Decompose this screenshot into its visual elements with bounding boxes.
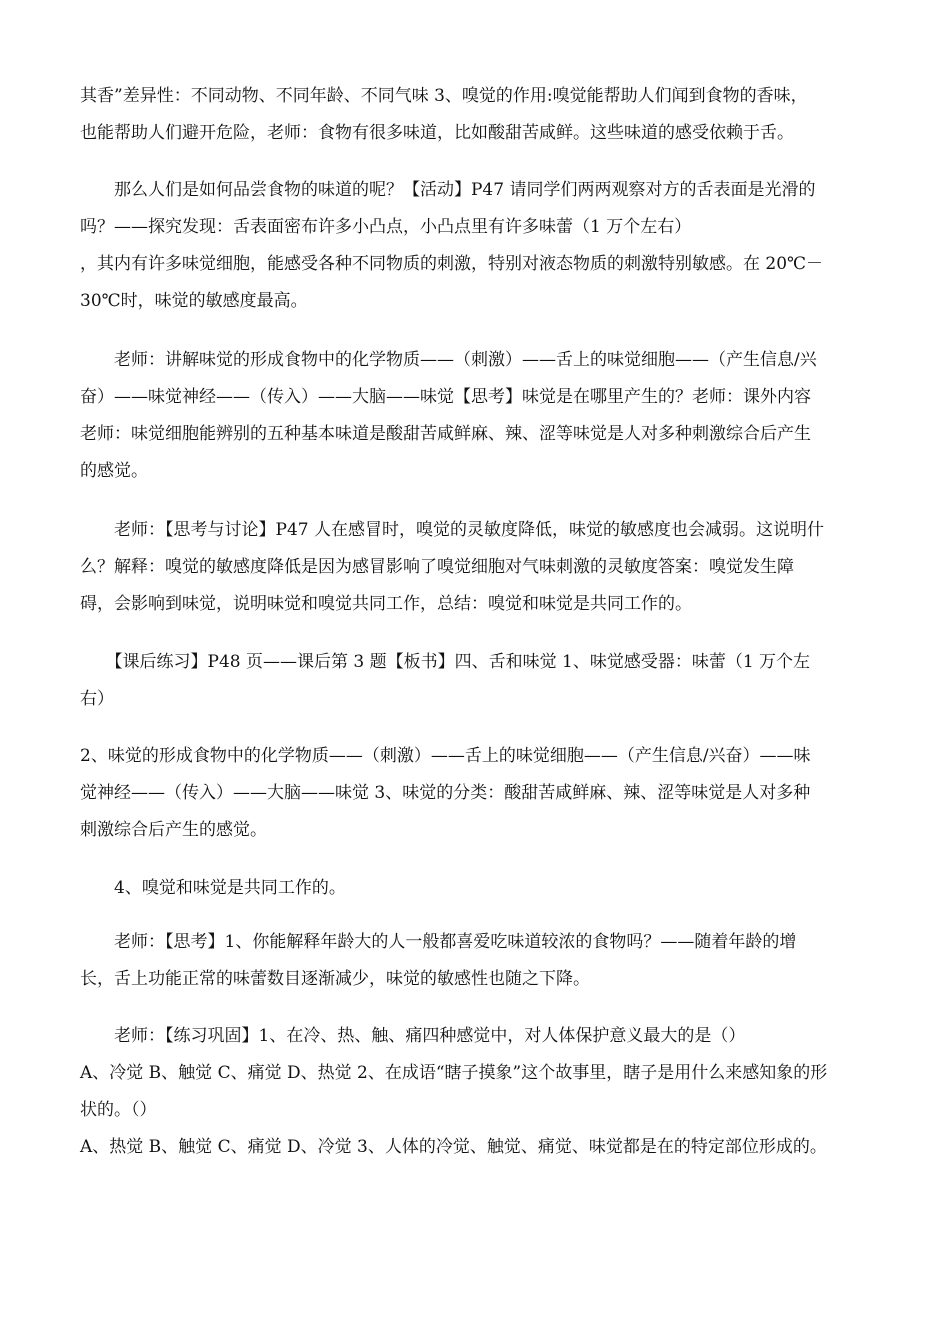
text-line: 30℃时，味觉的敏感度最高。 [80, 291, 308, 311]
text-line: A、冷觉 B、触觉 C、痛觉 D、热觉 2、在成语“瞎子摸象”这个故事里，瞎子是用什么来感知象的形 [80, 1063, 828, 1083]
text-line: 老师：【思考与讨论】P47 人在感冒时，嗅觉的灵敏度降低，味觉的敏感度也会减弱。这说明什 [80, 520, 824, 540]
text-line: 吗？——探究发现：舌表面密布许多小凸点，小凸点里有许多味蕾（1 万个左右） [80, 217, 692, 237]
paragraph-smell-function [80, 78, 870, 152]
text-line: 的感觉。 [80, 461, 148, 481]
text-line: 状的。（） [80, 1100, 157, 1120]
text-line: ，其内有许多味觉细胞，能感受各种不同物质的刺激，特别对液态物质的刺激特别敏感。在 20℃－ [80, 254, 824, 274]
text-line: 【课后练习】P48 页——课后第 3 题【板书】四、舌和味觉 1、味觉感受器：味蕾（1 万个左 [80, 652, 811, 672]
text-line: 碍，会影响到味觉，说明味觉和嗅觉共同工作，总结：嗅觉和味觉是共同工作的。 [80, 594, 692, 614]
paragraph-thinking-age [80, 924, 870, 998]
text-line: 其香”差异性：不同动物、不同年龄、不同气味 3、嗅觉的作用:嗅觉能帮助人们闻到食物的香味， [80, 86, 808, 106]
paragraph-board-point-4 [80, 870, 870, 907]
text-line: 老师：【思考】1、你能解释年龄大的人一般都喜爱吃味道较浓的食物吗？——随着年龄的增 [80, 932, 797, 952]
paragraph-taste-formation [80, 342, 870, 490]
text-line: 么？解释：嗅觉的敏感度降低是因为感冒影响了嗅觉细胞对气味刺激的灵敏度答案：嗅觉发生障 [80, 557, 794, 577]
paragraph-practice-exercises [80, 1018, 870, 1166]
text-line: 那么人们是如何品尝食物的味道的呢？【活动】P47 请同学们两两观察对方的舌表面是光滑的 [80, 180, 816, 200]
paragraph-cold-discussion [80, 512, 870, 623]
text-line: A、热觉 B、触觉 C、痛觉 D、冷觉 3、人体的冷觉、触觉、痛觉、味觉都是在的特定部位形成的。 [80, 1137, 827, 1157]
text-line: 2、味觉的形成食物中的化学物质——（刺激）——舌上的味觉细胞——（产生信息/兴奋）——味 [80, 746, 811, 766]
paragraph-taste-buds-activity [80, 172, 870, 320]
text-line: 老师：【练习巩固】1、在冷、热、触、痛四种感觉中，对人体保护意义最大的是（） [80, 1026, 746, 1046]
text-line: 右） [80, 689, 114, 709]
text-line: 刺激综合后产生的感觉。 [80, 820, 267, 840]
text-line: 奋）——味觉神经——（传入）——大脑——味觉【思考】味觉是在哪里产生的？老师：课外内容 [80, 387, 811, 407]
text-line: 觉神经——（传入）——大脑——味觉 3、味觉的分类：酸甜苦咸鲜麻、辣、涩等味觉是人对多种 [80, 783, 811, 803]
text-line: 也能帮助人们避开危险，老师：食物有很多味道，比如酸甜苦咸鲜。这些味道的感受依赖于舌。 [80, 123, 794, 143]
paragraph-homework-board [80, 644, 870, 718]
text-line: 老师：讲解味觉的形成食物中的化学物质——（刺激）——舌上的味觉细胞——（产生信息/兴 [80, 350, 817, 370]
text-line: 4、嗅觉和味觉是共同工作的。 [80, 878, 346, 898]
text-line: 长，舌上功能正常的味蕾数目逐渐减少，味觉的敏感性也随之下降。 [80, 969, 590, 989]
text-line: 老师：味觉细胞能辨别的五种基本味道是酸甜苦咸鲜麻、辣、涩等味觉是人对多种刺激综合后产生 [80, 424, 811, 444]
paragraph-board-formation [80, 738, 870, 849]
